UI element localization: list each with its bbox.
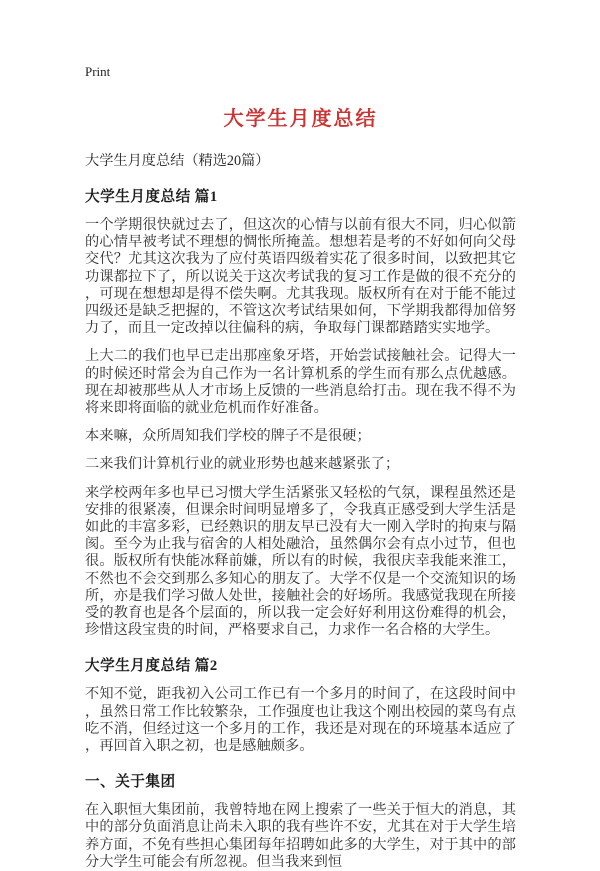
page-subtitle: 大学生月度总结（精选20篇）	[85, 153, 270, 169]
paragraph: 来学校两年多也早已习惯大学生活紧张又轻松的气氛，课程虽然还是安排的很紧凑，但课余时间明显增多了，令我真正感受到大学生活是如此的丰富多彩，已经熟识的朋友早已没有大一刚入学时的拘束与隔阂。至今为止我与宿舍的人相处融洽，虽然偶尔会有点小过节，但也很。版权所有快能冰释前嫌，所以有的时候，我很庆幸我能来淮工，不然也不会交到那么多知心的朋友了。大学不仅是一个交流知识的场所，亦是我们学习做人处世，接触社会的好场所。我感觉我现在所接受的教育也是各个层面的，所以我一定会好好利用这份难得的机会，珍惜这段宝贵的时间，严格要求自己，力求作一名合格的大学生。	[85, 484, 516, 639]
paragraph: 不知不觉，距我初入公司工作已有一个多月的时间了，在这段时间中，虽然日常工作比较繁杂，工作强度也让我这个刚出校园的菜鸟有点吃不消，但经过这一个多月的工作，我还是对现在的环境基本适应了，再回首入职之初，也是感触颇多。	[85, 686, 516, 755]
paragraph: 一个学期很快就过去了，但这次的心情与以前有很大不同，归心似箭的心情早被考试不理想的惆怅所掩盖。想想若是考的不好如何向父母交代？尤其这次我为了应付英语四级着实花了很多时间，以致把其它功课都拉下了，所以说关于这次考试我的复习工作是做的很不充分的，可现在想想却是得不偿失啊。尤其我现。版权所有在对于能不能过四级还是缺乏把握的，不管这次考试结果如何，下学期我都得加倍努力了，而且一定改掉以往偏科的病，争取每门课都踏踏实实地学。	[85, 217, 516, 337]
paragraph: 在入职恒大集团前，我曾特地在网上搜索了一些关于恒大的消息，其中的部分负面消息让尚未入职的我有些许不安，尤其在对于大学生培养方面，不免有些担心集团每年招聘如此多的大学生，对于其中的部分大学生可能会有所忽视。但当我来到恒	[85, 802, 516, 870]
page-title: 大学生月度总结	[223, 108, 378, 130]
section-heading: 大学生月度总结 篇2	[85, 658, 218, 675]
section-heading: 大学生月度总结 篇1	[85, 189, 218, 205]
section-essay-2	[85, 654, 516, 755]
paragraph: 上大二的我们也早已走出那座象牙塔，开始尝试接触社会。记得大一的时候还时常会为自己作为一名计算机系的学生而有那么点优越感。现在却被那些从人才市场上反馈的一些消息给打击。现在我不得不为将来即将面临的就业危机而作好准备。	[85, 348, 516, 417]
section-about-group	[85, 770, 516, 871]
section-essay-1	[85, 185, 516, 639]
paragraph: 二来我们计算机行业的就业形势也越来越紧张了；	[85, 456, 400, 473]
paragraph: 本来嘛，众所周知我们学校的牌子不是很硬；	[85, 428, 371, 445]
section-heading: 一、关于集团	[85, 774, 176, 791]
print-link[interactable]: Print	[85, 64, 111, 79]
